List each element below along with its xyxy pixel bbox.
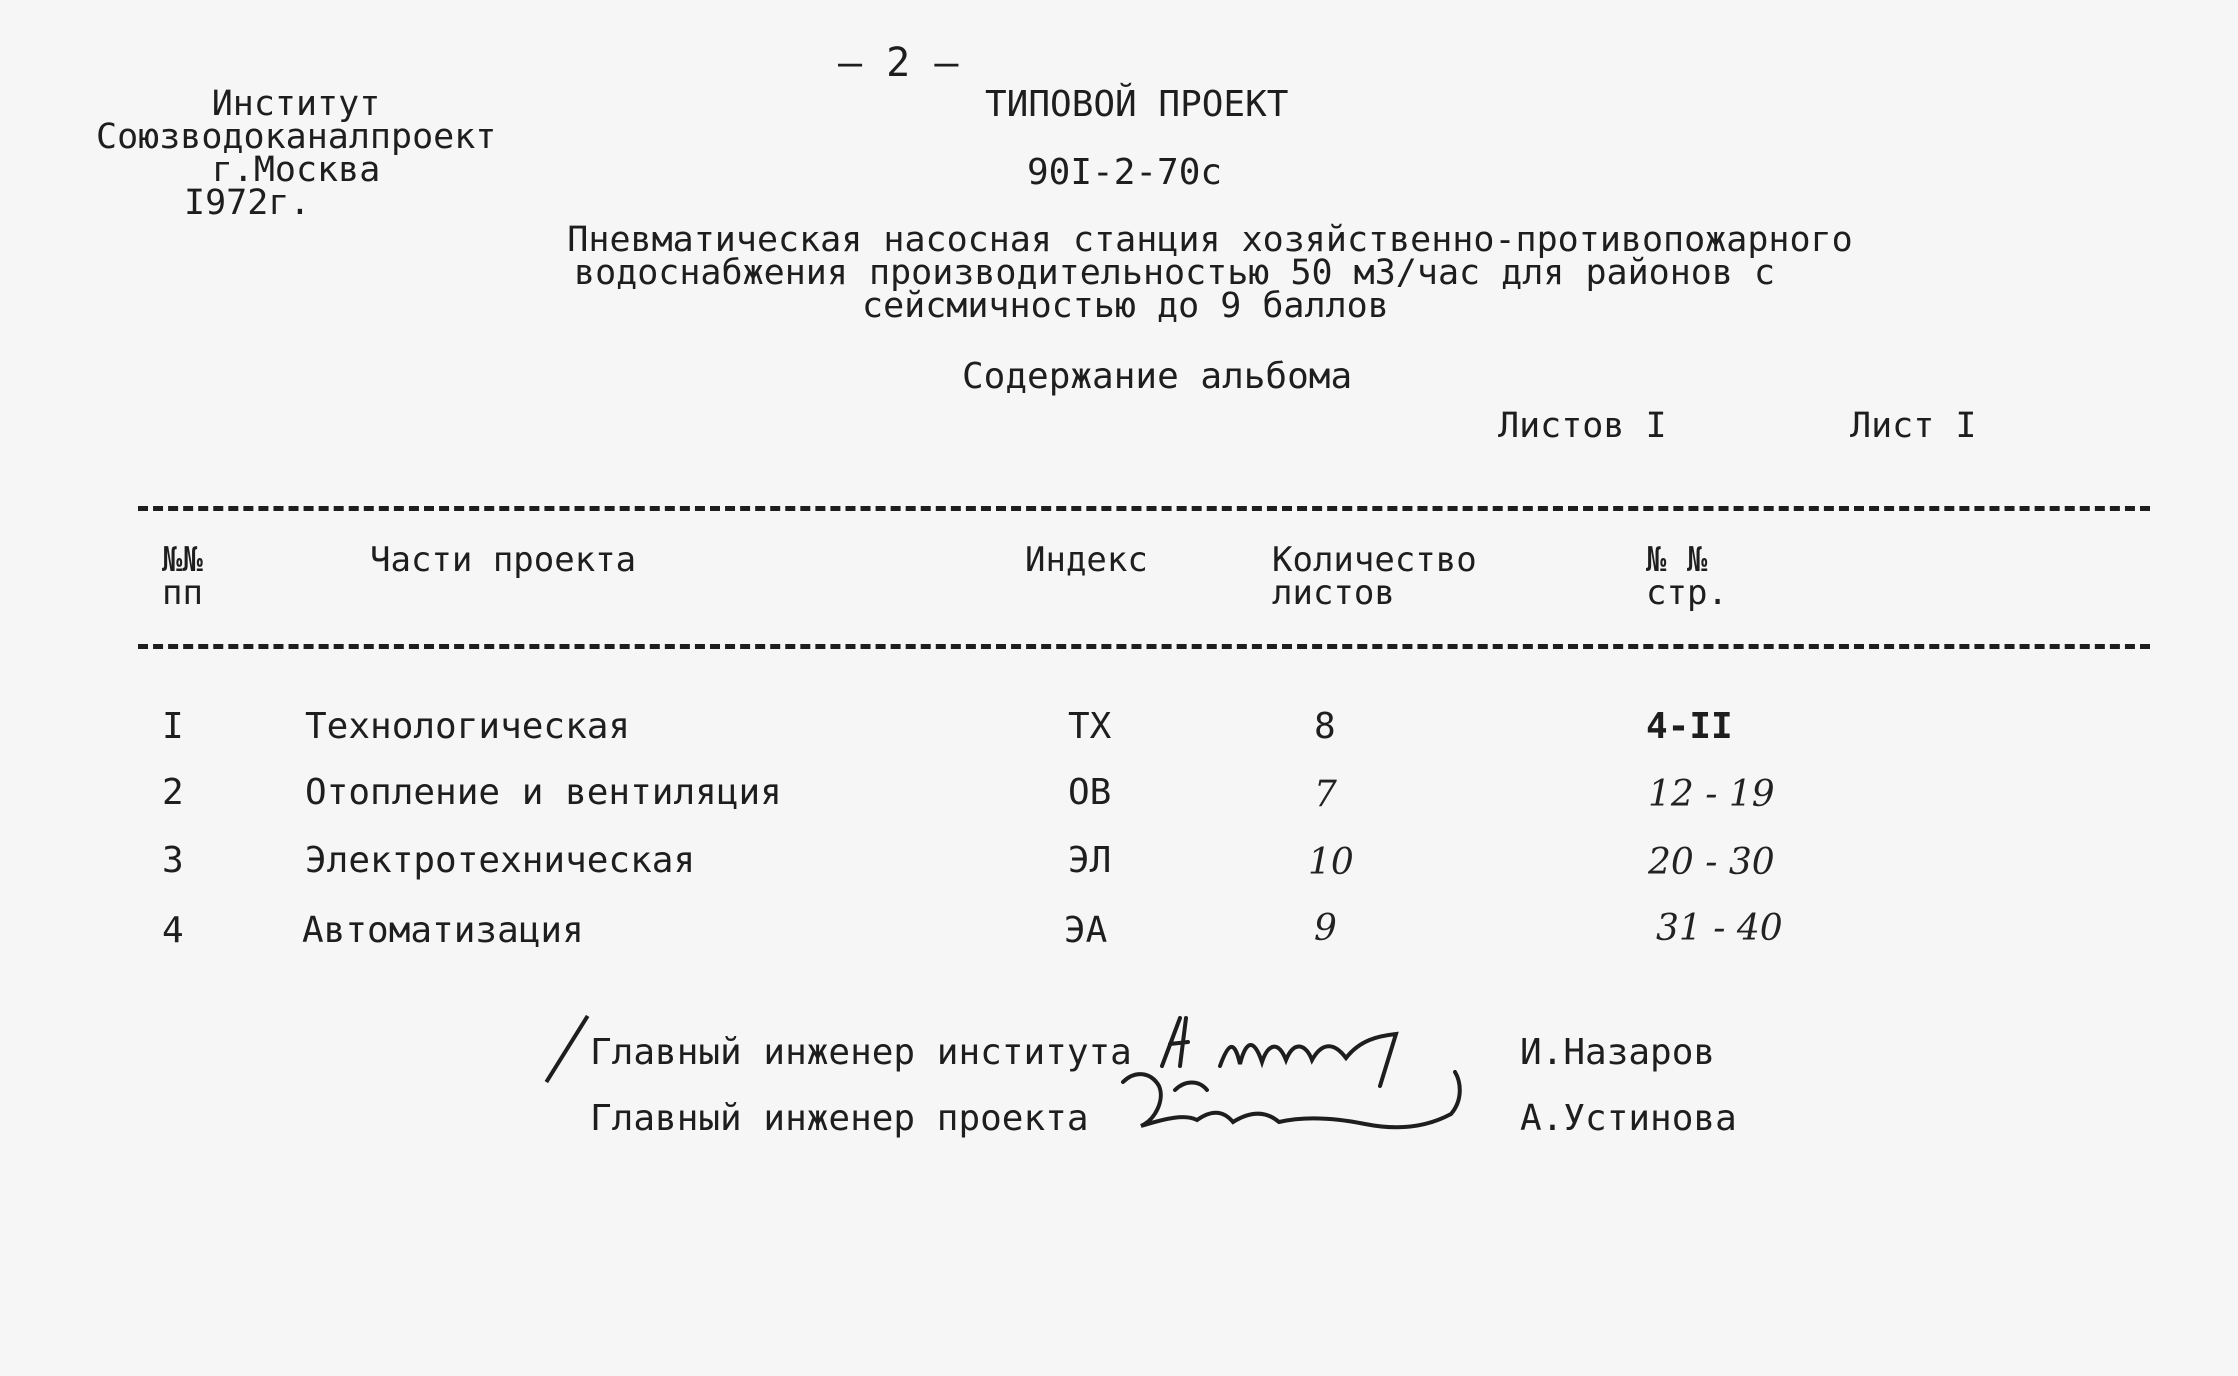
description-line: водоснабжения производительностью 50 м3/час для районов с <box>574 253 1776 293</box>
chief-engineer-project-name: А.Устинова <box>1520 1098 1737 1139</box>
table-row-sheets: 8 <box>1314 706 1336 747</box>
column-header-part: Части проекта <box>370 540 637 580</box>
institute-year: I972г. <box>184 183 311 223</box>
table-row-number: I <box>162 706 184 747</box>
chief-engineer-institute-name: И.Назаров <box>1520 1032 1716 1073</box>
institute-block <box>96 84 497 223</box>
table-row-sheets: 10 <box>1308 842 1354 883</box>
table-row-index: ЭА <box>1064 910 1108 951</box>
institute-name: Союзводоканалпроект <box>96 117 497 157</box>
contents-title: Содержание альбома <box>962 356 1353 397</box>
column-header-number: №№ пп <box>162 540 203 613</box>
table-top-rule <box>138 506 2150 511</box>
page-number: – 2 – <box>838 40 959 86</box>
table-row-number: 2 <box>162 772 184 813</box>
sheet-current: Лист I <box>1850 406 1977 446</box>
table-row-pages: 31 - 40 <box>1656 908 1783 949</box>
description-line: сейсмичностью до 9 баллов <box>862 286 1389 326</box>
table-row-index: ТХ <box>1068 706 1112 747</box>
table-row-part: Электротехническая <box>305 840 696 881</box>
table-row-sheets: 9 <box>1314 908 1337 949</box>
sheets-total: Листов I <box>1498 406 1667 446</box>
table-row-number: 4 <box>162 910 184 951</box>
table-row-pages: 12 - 19 <box>1648 774 1775 815</box>
column-header-sheet-count: Количество листов <box>1272 540 1477 613</box>
table-header-rule <box>138 644 2150 649</box>
signature-project <box>1115 1060 1485 1150</box>
chief-engineer-project-label: Главный инженер проекта <box>590 1098 1089 1139</box>
table-row-index: ОВ <box>1068 772 1112 813</box>
table-row-index: ЭЛ <box>1068 840 1112 881</box>
margin-slash-mark <box>545 1015 590 1083</box>
table-row-number: 3 <box>162 840 184 881</box>
column-header-pages: № № стр. <box>1646 540 1728 613</box>
table-row-part: Технологическая <box>305 706 631 747</box>
description-line: Пневматическая насосная станция хозяйственно-противопожарного <box>567 220 1853 260</box>
project-type-heading: ТИПОВОЙ ПРОЕКТ <box>985 84 1289 125</box>
column-header-index: Индекс <box>1025 540 1148 580</box>
table-row-pages: 20 - 30 <box>1648 842 1775 883</box>
institute-line: Институт <box>211 84 381 124</box>
project-description <box>560 220 1860 326</box>
project-code: 90I-2-70с <box>1027 152 1223 193</box>
table-row-pages: 4-II <box>1646 706 1733 747</box>
table-row-part: Отопление и вентиляция <box>305 772 782 813</box>
table-row-sheets: 7 <box>1314 774 1337 815</box>
chief-engineer-institute-label: Главный инженер института <box>590 1032 1132 1073</box>
institute-city: г.Москва <box>211 150 381 190</box>
table-row-part: Автоматизация <box>302 910 584 951</box>
